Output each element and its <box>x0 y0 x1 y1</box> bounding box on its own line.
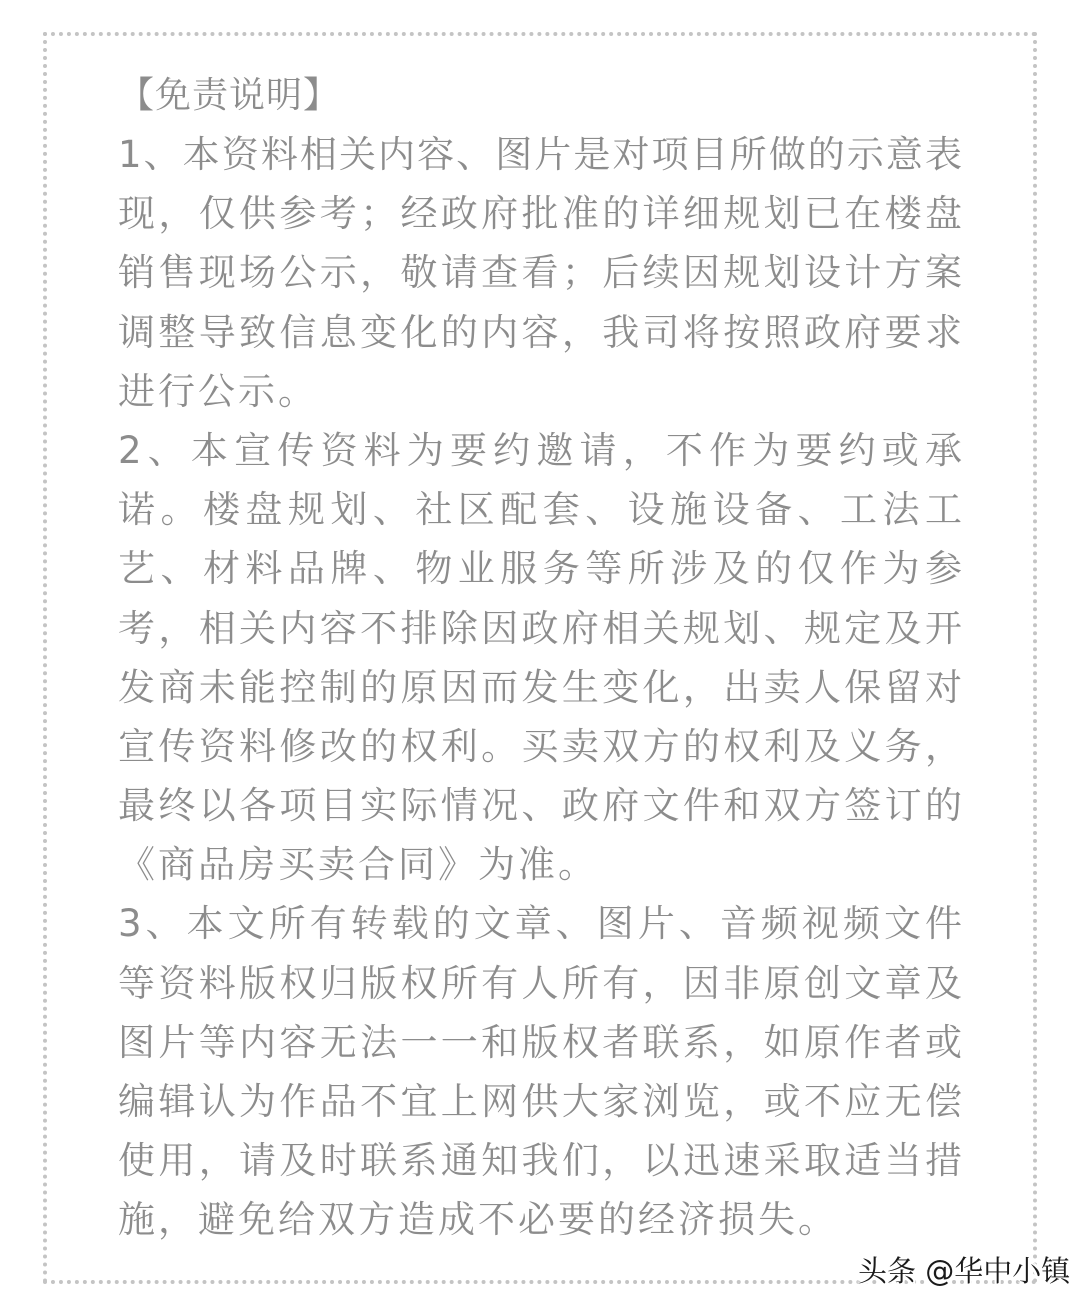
text-line: 图片等内容无法一一和版权者联系，如原作者或 <box>118 1020 962 1064</box>
disclaimer-content <box>118 66 962 1250</box>
disclaimer-heading: 【免责说明】 <box>118 75 341 116</box>
text-line: 《商品房买卖合同》为准。 <box>118 843 598 887</box>
text-line: 使用，请及时联系通知我们，以迅速采取适当措 <box>118 1139 962 1183</box>
paragraph-1 <box>118 125 962 421</box>
text-line: 诺。楼盘规划、社区配套、设施设备、工法工 <box>118 488 962 532</box>
source-watermark: 头条 @华中小镇 <box>858 1254 1071 1288</box>
text-line: 调整导致信息变化的内容，我司将按照政府要求 <box>118 310 962 354</box>
text-line: 考，相关内容不排除因政府相关规划、规定及开 <box>118 606 962 650</box>
text-line: 销售现场公示，敬请查看；后续因规划设计方案 <box>118 251 962 295</box>
text-line: 1、本资料相关内容、图片是对项目所做的示意表 <box>118 133 962 176</box>
paragraph-2 <box>118 421 962 895</box>
text-line: 进行公示。 <box>118 369 318 413</box>
text-line: 最终以各项目实际情况、政府文件和双方签订的 <box>118 784 962 828</box>
text-line: 宣传资料修改的权利。买卖双方的权利及义务， <box>118 724 962 768</box>
text-line: 2、本宣传资料为要约邀请，不作为要约或承 <box>118 428 962 472</box>
text-line: 等资料版权归版权所有人所有，因非原创文章及 <box>118 961 962 1005</box>
text-line: 3、本文所有转载的文章、图片、音频视频文件 <box>118 902 962 946</box>
text-line: 编辑认为作品不宜上网供大家浏览，或不应无偿 <box>118 1080 962 1123</box>
paragraph-3 <box>118 894 962 1249</box>
text-line: 艺、材料品牌、物业服务等所涉及的仅作为参 <box>118 547 962 591</box>
text-line: 发商未能控制的原因而发生变化，出卖人保留对 <box>118 665 962 709</box>
text-line: 施，避免给双方造成不必要的经济损失。 <box>118 1198 838 1242</box>
text-line: 现，仅供参考；经政府批准的详细规划已在楼盘 <box>118 192 962 236</box>
